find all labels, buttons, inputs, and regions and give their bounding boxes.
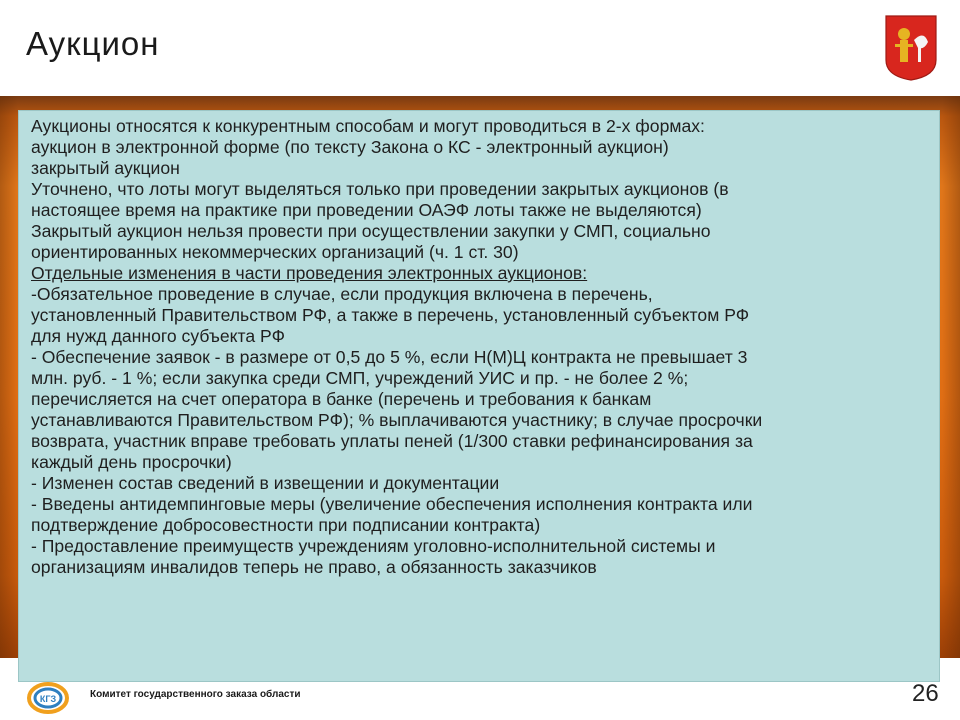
content-box (18, 110, 940, 682)
content-line: ориентированных некоммерческих организаций (ч. 1 ст. 30) (31, 242, 519, 262)
slide-title: Аукцион (26, 25, 160, 62)
content-line: - Введены антидемпинговые меры (увеличение обеспечения исполнения контракта или (31, 494, 753, 514)
band-shadow-right (942, 96, 960, 658)
content-line: млн. руб. - 1 %; если закупка среди СМП, учреждений УИС и пр. - не более 2 %; (31, 368, 689, 388)
content-line: для нужд данного субъекта РФ (31, 326, 285, 346)
content-line: - Изменен состав сведений в извещении и документации (31, 473, 500, 493)
content-line: каждый день просрочки) (31, 452, 232, 472)
content-line: устанавливаются Правительством РФ); % выплачиваются участнику; в случае просрочки (31, 410, 763, 430)
content-line: -Обязательное проведение в случае, если продукция включена в перечень, (31, 284, 653, 304)
footer-organization: Комитет государственного заказа области (90, 689, 301, 700)
content-line: установленный Правительством РФ, а также в перечень, установленный субъектом РФ (31, 305, 750, 325)
content-line: возврата, участник вправе требовать уплаты пеней (1/300 ставки рефинансирования за (31, 431, 753, 451)
logo-lettering: КГЗ (39, 694, 57, 704)
content-line: Закрытый аукцион нельзя провести при осуществлении закупки у СМП, социально (31, 221, 711, 241)
kgz-logo-icon (26, 680, 70, 716)
content-line: перечисляется на счет оператора в банке (перечень и требования к банкам (31, 389, 652, 409)
section-heading: Отдельные изменения в части проведения электронных аукционов: (31, 263, 588, 283)
content-line: организациям инвалидов теперь не право, а обязанность заказчиков (31, 557, 597, 577)
content-line: настоящее время на практике при проведении ОАЭФ лоты также не выделяются) (31, 200, 702, 220)
content-line: подтверждение добросовестности при подписании контракта) (31, 515, 541, 535)
content-text (31, 116, 927, 578)
content-line: Аукционы относятся к конкурентным способам и могут проводиться в 2-х формах: (31, 116, 705, 136)
content-line: закрытый аукцион (31, 158, 180, 178)
page-number: 26 (912, 680, 939, 707)
coat-of-arms-icon (884, 14, 938, 82)
content-line: аукцион в электронной форме (по тексту Закона о КС - электронный аукцион) (31, 137, 669, 157)
content-line: Уточнено, что лоты могут выделяться только при проведении закрытых аукционов (в (31, 179, 729, 199)
band-shadow-left (0, 96, 18, 658)
content-line: - Предоставление преимуществ учреждениям уголовно-исполнительной системы и (31, 536, 716, 556)
content-line: - Обеспечение заявок - в размере от 0,5 до 5 %, если Н(М)Ц контракта не превышает 3 (31, 347, 748, 367)
